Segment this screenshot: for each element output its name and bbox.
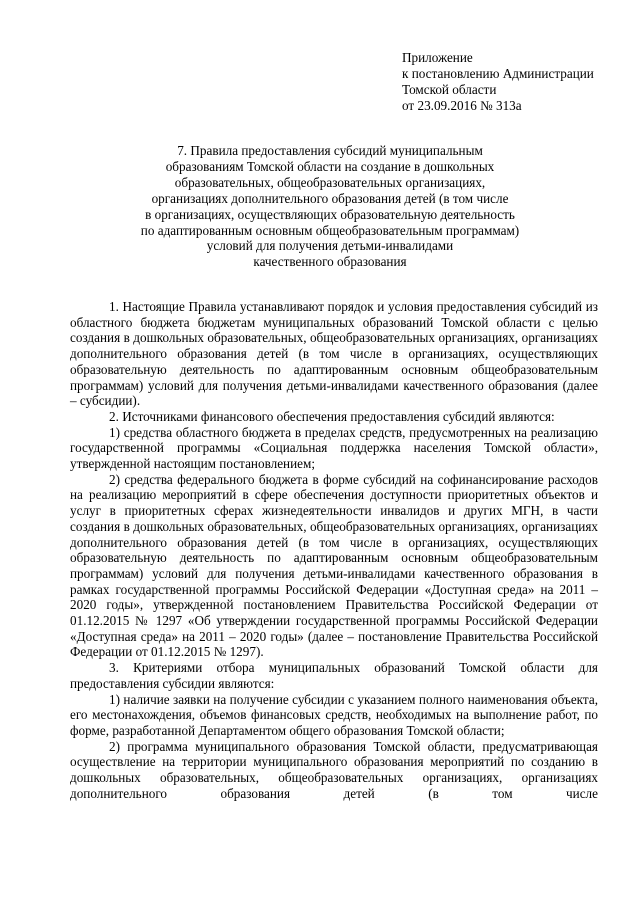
appendix-header (402, 50, 632, 114)
appendix-header-line: от 23.09.2016 № 313а (402, 98, 522, 113)
title-line: образованиям Томской области на создание в дошкольных (165, 158, 495, 174)
appendix-header-line: Приложение (402, 50, 473, 65)
document-body (70, 299, 598, 802)
paragraph-2: 2. Источниками финансового обеспечения предоставления субсидий являются: (109, 408, 555, 424)
title-line: организациях дополнительного образования детей (в том числе (151, 190, 509, 206)
appendix-header-line: Томской области (402, 82, 497, 97)
paragraph-2-item-2: 2) средства федерального бюджета в форме субсидий на софинансирование расходов на реализацию мероприятий в сфере обеспечения доступности приоритетных объектов и услуг в приоритетных сферах жизнедеятельности инвалидов и других МГН, в части создания в дошкольных образовательных, общеобразовательных организациях, организациях дополнительного образования детей (в том числе в организациях, осуществляющих образовательную деятельность по адаптированным основным общеобразовательным программам) условий для получения детьми-инвалидами качественного образования в рамках государственной программы Российской Федерации «Доступная среда» на 2011 – 2020 годы», утвержденной постановлением Правительства Российской Федерации от 01.12.2015 № 1297 «Об утверждении государственной программы Российской Федерации «Доступная среда» на 2011 – 2020 годы» (далее – постановление Правительства Российской Федерации от 01.12.2015 № 1297). (70, 471, 598, 660)
document-title (70, 143, 590, 270)
paragraph-3-item-2: 2) программа муниципального образования Томской области, предусматривающая осуществление на территории муниципального образования мероприятий по созданию в дошкольных образовательных, общеобразовательных организациях, организациях дополнительного образования детей (в том числе (70, 738, 598, 801)
title-line: условий для получения детьми-инвалидами (206, 238, 454, 254)
appendix-header-line: к постановлению Администрации (402, 66, 594, 81)
title-line: качественного образования (253, 254, 407, 270)
title-line: образовательных, общеобразовательных организациях, (174, 174, 486, 190)
title-line: 7. Правила предоставления субсидий муниципальным (177, 143, 483, 158)
paragraph-3-item-1: 1) наличие заявки на получение субсидии с указанием полного наименования объекта, его местонахождения, объемов финансовых средств, необходимых на выполнение работ, по форме, разработанной Департаментом общего образования Томской области; (70, 691, 598, 738)
paragraph-1: 1. Настоящие Правила устанавливают порядок и условия предоставления субсидий из областного бюджета бюджетам муниципальных образований Томской области с целью создания в дошкольных образовательных, общеобразовательных организациях, организациях дополнительного образования детей (в том числе в организациях, осуществляющих образовательную деятельность по адаптированным основным общеобразовательным программам) условий для получения детьми-инвалидами качественного образования (далее – субсидии). (70, 299, 598, 409)
paragraph-2-item-1: 1) средства областного бюджета в пределах средств, предусмотренных на реализацию государственной программы «Социальная поддержка населения Томской области», утвержденной настоящим постановлением; (70, 424, 598, 472)
paragraph-3: 3. Критериями отбора муниципальных образований Томской области для предоставления субсидии являются: (70, 660, 598, 691)
title-line: по адаптированным основным общеобразовательным программам) (140, 222, 520, 238)
title-line: в организациях, осуществляющих образовательную деятельность (145, 206, 515, 222)
